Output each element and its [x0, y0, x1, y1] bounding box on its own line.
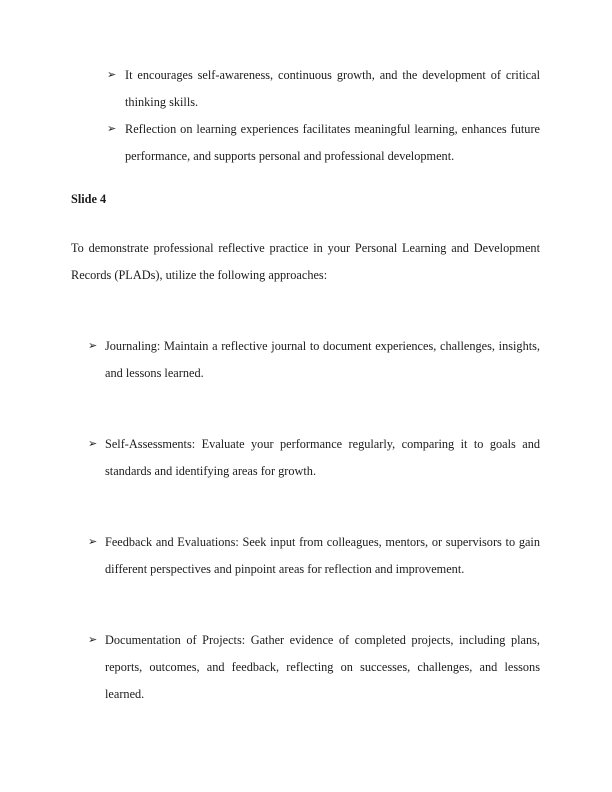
list-item: [88, 333, 540, 387]
arrow-bullet-icon: ➢: [88, 340, 98, 352]
list-item-text: Reflection on learning experiences facilitates meaningful learning, enhances future performance, and supports personal and professional development.: [125, 122, 540, 163]
list-item-text: It encourages self-awareness, continuous growth, and the development of critical thinking skills.: [125, 68, 540, 109]
arrow-bullet-icon: ➢: [88, 438, 98, 450]
list-item: [107, 62, 540, 116]
arrow-bullet-icon: ➢: [88, 536, 98, 548]
spacer: [71, 170, 540, 186]
arrow-bullet-icon: ➢: [107, 123, 117, 135]
approaches-bullet-list: [71, 333, 540, 708]
list-item-text: Journaling: Maintain a reflective journal to document experiences, challenges, insights, and lessons learned.: [105, 339, 540, 380]
spacer: [71, 289, 540, 333]
arrow-bullet-icon: ➢: [107, 69, 117, 81]
top-bullet-list: [71, 62, 540, 170]
slide-heading: Slide 4: [71, 192, 107, 206]
document-content: [71, 62, 540, 708]
intro-paragraph: To demonstrate professional reflective practice in your Personal Learning and Development Records (PLADs), utilize the following approaches:: [71, 241, 540, 282]
spacer: [71, 213, 540, 235]
list-item-text: Documentation of Projects: Gather evidence of completed projects, including plans, reports, outcomes, and feedback, reflecting on successes, challenges, and lessons learned.: [105, 633, 540, 701]
list-item: [88, 627, 540, 708]
arrow-bullet-icon: ➢: [88, 634, 98, 646]
list-item: [88, 529, 540, 583]
list-item-text: Feedback and Evaluations: Seek input from colleagues, mentors, or supervisors to gain different perspectives and pinpoint areas for reflection and improvement.: [105, 535, 540, 576]
list-item: [88, 431, 540, 485]
list-item-text: Self-Assessments: Evaluate your performance regularly, comparing it to goals and standards and identifying areas for growth.: [105, 437, 540, 478]
list-item: [107, 116, 540, 170]
